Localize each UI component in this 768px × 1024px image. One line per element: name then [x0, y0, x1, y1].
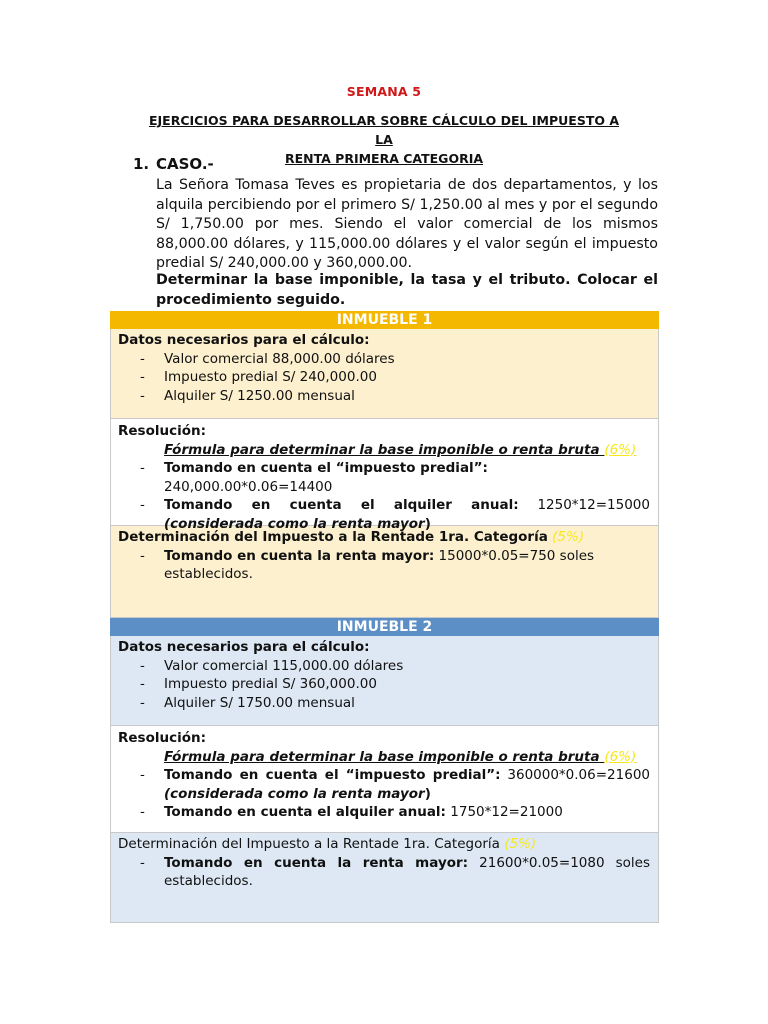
resolution-heading: Resolución:: [118, 423, 207, 439]
item-label: Tomando en cuenta el alquiler anual:: [164, 497, 519, 513]
bullet-dash: -: [140, 497, 145, 513]
tax-heading-text: Determinación del Impuesto a la Rentade 1ra. Categoría: [118, 836, 500, 852]
tax-rate: (5%): [552, 529, 585, 545]
bullet-dash: -: [140, 767, 145, 783]
bullet-dash: -: [140, 657, 145, 674]
tax-heading-text: Determinación del Impuesto a la Rentade 1ra. Categoría: [118, 529, 548, 545]
case-number: 1.: [133, 155, 150, 173]
list-item: [118, 368, 650, 387]
item-label: Tomando en cuenta la renta mayor:: [164, 547, 435, 564]
data-heading: Datos necesarios para el cálculo:: [118, 639, 370, 655]
list-item-text: Valor comercial 115,000.00 dólares: [164, 657, 404, 674]
property-2-header: INMUEBLE 2: [110, 618, 659, 636]
item-value: 360000*0.06=21600: [500, 767, 650, 783]
property-1-table: [110, 311, 659, 618]
bullet-dash: -: [140, 369, 145, 385]
list-item: [118, 387, 650, 406]
item-note: (considerada como la renta mayor: [164, 515, 425, 532]
case-instruction: Determinar la base imponible, la tasa y el tributo. Colocar el procedimiento seguido.: [156, 272, 658, 308]
item-note: (considerada como la renta mayor: [164, 785, 425, 802]
formula-text: Fórmula para determinar la base imponible o renta bruta: [164, 748, 600, 765]
list-item: [118, 803, 650, 822]
bullet-dash: -: [140, 804, 145, 820]
data-heading: Datos necesarios para el cálculo:: [118, 332, 370, 348]
list-item: [118, 694, 650, 713]
item-value: 1750*12=21000: [445, 804, 563, 820]
week-label: SEMANA 5: [346, 84, 422, 99]
case-description: La Señora Tomasa Teves es propietaria de dos departamentos, y los alquila percibiendo por el primero S/ 1,250.00 al mes y por el segundo S/ 1,750.00 por mes. Siendo el valor comercial de los mismos 88,000.00 dólares, y 115,000.00 dólares y el valor según el impuesto predial S/ 240,000.00 y 360,000.00.: [156, 177, 658, 271]
bullet-dash: -: [140, 676, 145, 692]
property-1-header: INMUEBLE 1: [110, 311, 659, 329]
tax-heading: [118, 835, 650, 854]
bullet-dash: -: [140, 387, 145, 404]
bullet-dash: -: [140, 694, 145, 711]
list-item: [118, 459, 650, 496]
list-item-text: Impuesto predial S/ 240,000.00: [164, 369, 377, 385]
item-note-close: ): [424, 785, 431, 802]
bullet-dash: -: [140, 350, 145, 367]
item-label: Tomando en cuenta el “impuesto predial”:: [164, 767, 501, 783]
property-2-data-section: [110, 636, 659, 726]
list-item: [118, 766, 650, 803]
list-item-text: Alquiler S/ 1250.00 mensual: [164, 387, 355, 404]
item-note-close: ): [424, 515, 431, 532]
property-1-resolution-section: [110, 419, 659, 532]
item-value: 21600*0.05=1080 soles establecidos.: [164, 854, 650, 889]
list-item: [118, 657, 650, 676]
list-item: [118, 350, 650, 369]
title-line-1: EJERCICIOS PARA DESARROLLAR SOBRE CÁLCULO DEL IMPUESTO A LA: [148, 113, 620, 147]
bullet-dash: -: [140, 460, 145, 476]
property-2-tax-section: [110, 833, 659, 923]
list-item: [118, 547, 650, 584]
property-1-data-section: [110, 329, 659, 419]
formula-rate: (6%): [604, 748, 637, 765]
list-item-text: Valor comercial 88,000.00 dólares: [164, 350, 395, 367]
list-item: [118, 854, 650, 891]
list-item: [118, 675, 650, 694]
property-2-resolution-section: [110, 726, 659, 833]
list-item-text: Impuesto predial S/ 360,000.00: [164, 676, 377, 692]
item-value: 1250*12=15000: [518, 497, 650, 513]
formula-rate: (6%): [604, 441, 637, 458]
formula-text: Fórmula para determinar la base imponible o renta bruta: [164, 441, 600, 458]
item-value: 15000*0.05=750 soles establecidos.: [164, 547, 595, 582]
item-label: Tomando en cuenta el “impuesto predial”:: [164, 460, 488, 476]
title-line-2: RENTA PRIMERA CATEGORIA: [284, 151, 484, 166]
formula-line: [118, 441, 650, 460]
item-value: 240,000.00*0.06=14400: [164, 478, 333, 495]
bullet-dash: -: [140, 854, 145, 871]
formula-line: [118, 748, 650, 767]
list-item: [118, 496, 650, 533]
property-2-table: [110, 618, 659, 923]
tax-rate: (5%): [504, 836, 537, 852]
case-heading: CASO.-: [156, 155, 214, 173]
property-1-tax-section: [110, 526, 659, 618]
item-label: Tomando en cuenta la renta mayor:: [164, 854, 469, 871]
bullet-dash: -: [140, 547, 145, 564]
list-item-text: Alquiler S/ 1750.00 mensual: [164, 694, 355, 711]
item-label: Tomando en cuenta el alquiler anual:: [164, 804, 446, 820]
resolution-heading: Resolución:: [118, 730, 207, 746]
